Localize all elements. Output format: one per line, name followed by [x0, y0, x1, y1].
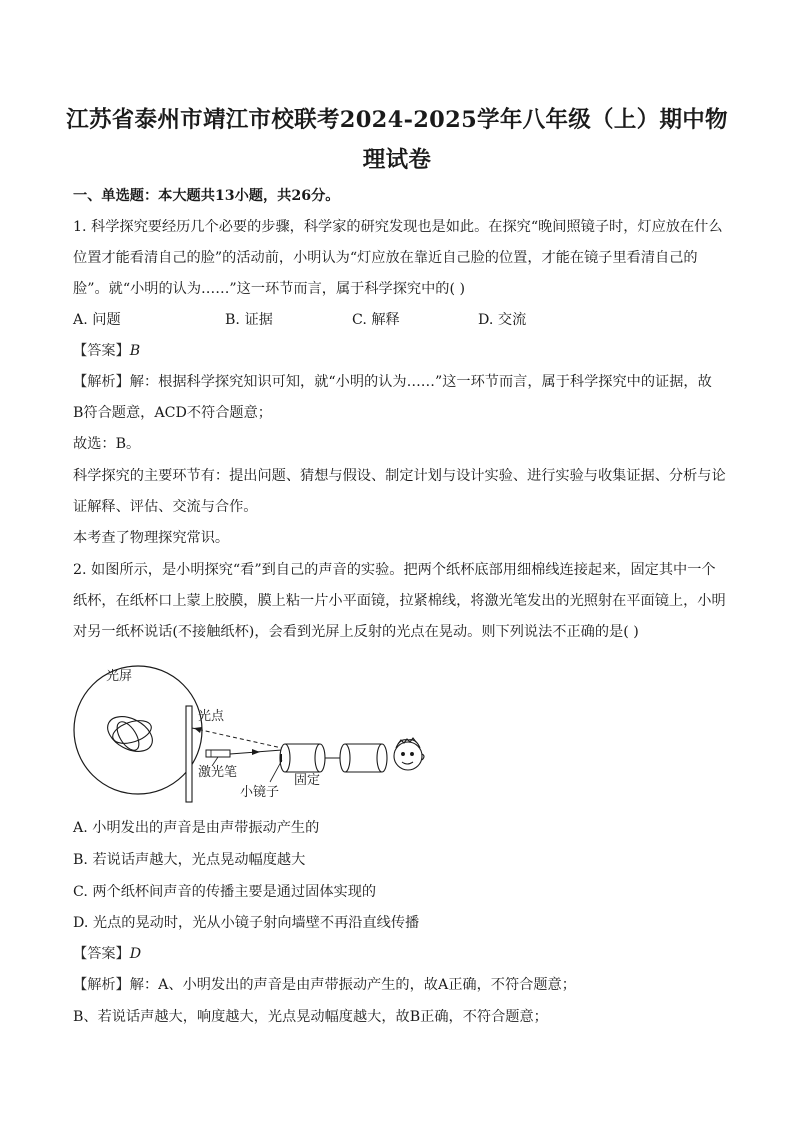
label-laser-pen: 激光笔: [198, 765, 238, 780]
q2-option-b: B. 若说话声越大，光点晃动幅度越大: [73, 852, 306, 868]
incident-ray-arrow: [252, 749, 260, 755]
q1-analysis-line-5: 证解释、评估、交流与合作。: [73, 499, 258, 515]
q1-analysis-text-1: 解：根据科学探究知识可知，就“小明的认为……”这一环节而言，属于科学探究中的证据，故: [129, 374, 712, 390]
cup-fixed-base: [315, 744, 325, 772]
q1-stem-line-2: 位置才能看清自己的脸”的活动前，小明认为“灯应放在靠近自己脸的位置，才能在镜子里看清自己的: [73, 250, 698, 266]
q2-answer-tag: 【答案】: [73, 946, 130, 962]
q1-stem-line-3: 脸”。就“小明的认为……”这一环节而言，属于科学探究中的( ): [73, 281, 466, 297]
q2-analysis-text-1: 解：A、小明发出的声音是由声带振动产生的，故A正确，不符合题意；: [129, 977, 576, 993]
q2-option-d: D. 光点的晃动时，光从小镜子射向墙壁不再沿直线传播: [73, 915, 420, 931]
q2-answer-value: D: [129, 946, 142, 962]
q2-option-c: C. 两个纸杯间声音的传播主要是通过固体实现的: [73, 884, 377, 900]
light-spot-trace: [102, 709, 158, 758]
q1-analysis-tag: 【解析】: [73, 374, 130, 390]
laser-pen: [206, 750, 230, 757]
reflected-ray-arrow: [194, 727, 202, 733]
q1-analysis-line-3: 故选：B。: [73, 436, 141, 452]
cup-speaking-base: [340, 744, 350, 772]
q2-stem-line-1: 2. 如图所示，是小明探究“看”到自己的声音的实验。把两个纸杯底部用细棉线连接起来，固定其中一个: [73, 562, 716, 578]
q1-stem-line-1: 1. 科学探究要经历几个必要的步骤，科学家的研究发现也是如此。在探究“晚间照镜子时，灯应放在什么: [73, 219, 723, 235]
boy-face-icon: [394, 738, 424, 770]
q1-option-c: C. 解释: [352, 312, 400, 328]
label-light-spot: 光点: [198, 709, 225, 724]
q2-analysis-tag: 【解析】: [73, 977, 130, 993]
section-heading: 一、单选题：本大题共13小题，共26分。: [73, 188, 340, 204]
q2-stem-line-3: 对另一纸杯说话(不接触纸杯)，会看到光屏上反射的光点在晃动。则下列说法不正确的是( ): [73, 624, 639, 640]
q1-option-b: B. 证据: [225, 312, 273, 328]
light-screen-circle: [74, 666, 202, 794]
experiment-figure: [70, 658, 430, 806]
q1-option-d: D. 交流: [478, 312, 527, 328]
q1-analysis-line-2: B符合题意，ACD不符合题意；: [73, 405, 272, 421]
q1-analysis-line-4: 科学探究的主要环节有：提出问题、猜想与假设、制定计划与设计实验、进行实验与收集证据、分析与论: [73, 468, 726, 484]
wall-board: [186, 706, 192, 802]
q1-analysis-line-1: [73, 372, 712, 392]
q2-answer-line: [73, 944, 141, 964]
label-light-screen: 光屏: [106, 669, 133, 684]
cup-speaking-mouth: [377, 744, 387, 772]
label-fixed: 固定: [294, 773, 321, 788]
q1-answer-value: B: [129, 343, 141, 359]
q2-option-a: A. 小明发出的声音是由声带振动产生的: [73, 820, 320, 836]
q1-option-a: A. 问题: [73, 312, 121, 328]
q1-answer-tag: 【答案】: [73, 343, 130, 359]
mirror-leader: [270, 760, 282, 782]
q2-stem-line-2: 纸杯，在纸杯口上蒙上胶膜，膜上粘一片小平面镜，拉紧棉线，将激光笔发出的光照射在平面镜上，小明: [73, 593, 726, 609]
reflected-ray: [192, 728, 282, 748]
q2-analysis-line-2: B、若说话声越大，响度越大，光点晃动幅度越大，故B正确，不符合题意；: [73, 1009, 548, 1025]
page-title: 江苏省泰州市靖江市校联考2024-2025学年八年级（上）期中物理试卷: [66, 107, 728, 173]
q2-analysis-line-1: [73, 975, 576, 995]
q1-analysis-line-6: 本考查了物理探究常识。: [73, 530, 230, 546]
label-small-mirror: 小镜子: [240, 785, 280, 800]
q1-answer-line: [73, 341, 140, 361]
